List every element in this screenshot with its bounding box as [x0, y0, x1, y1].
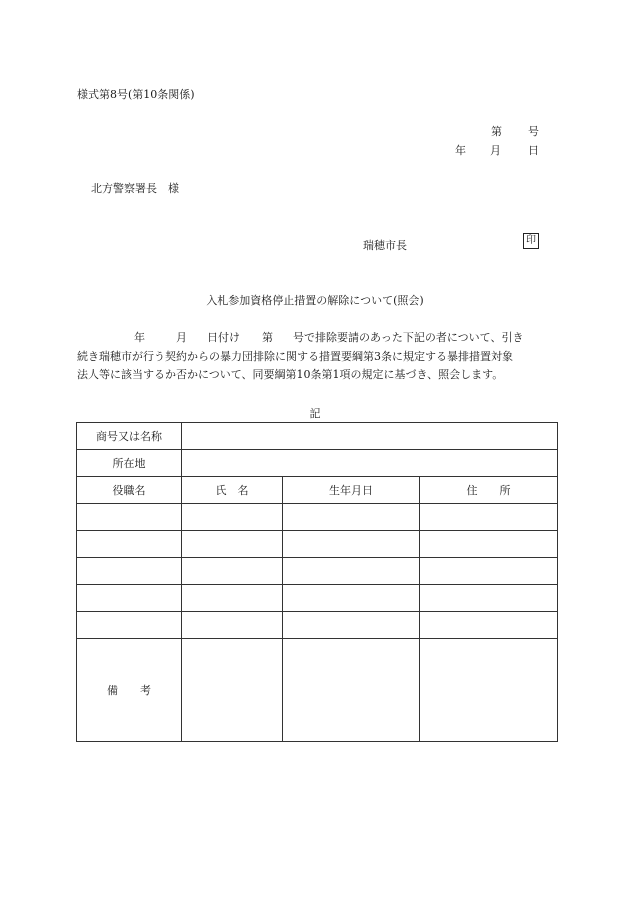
body-month: 月 — [176, 331, 187, 344]
form-number: 様式第8号(第10条関係) — [77, 88, 195, 101]
table-row — [77, 423, 558, 450]
date-day-label: 日 — [528, 144, 539, 157]
remarks-row — [77, 639, 558, 742]
birthdate-cell[interactable] — [283, 504, 420, 531]
remarks-label: 備 考 — [77, 639, 182, 742]
birthdate-cell[interactable] — [283, 531, 420, 558]
address-cell[interactable] — [420, 504, 558, 531]
address-cell[interactable] — [420, 585, 558, 612]
remarks-cell[interactable] — [420, 639, 558, 742]
remarks-cell[interactable] — [283, 639, 420, 742]
company-name-cell[interactable] — [182, 423, 558, 450]
name-cell[interactable] — [182, 504, 283, 531]
ki-heading: 記 — [309, 407, 321, 420]
position-cell[interactable] — [77, 504, 182, 531]
table-header-row — [77, 477, 558, 504]
location-cell[interactable] — [182, 450, 558, 477]
header-birthdate: 生年月日 — [283, 477, 420, 504]
document-number-suffix: 号 — [528, 125, 539, 138]
position-cell[interactable] — [77, 612, 182, 639]
recipient: 北方警察署長 様 — [91, 182, 179, 195]
address-cell[interactable] — [420, 531, 558, 558]
header-address: 住 所 — [420, 477, 558, 504]
name-cell[interactable] — [182, 585, 283, 612]
birthdate-cell[interactable] — [283, 558, 420, 585]
name-cell[interactable] — [182, 558, 283, 585]
body-line-1 — [77, 329, 550, 348]
header-name: 氏 名 — [182, 477, 283, 504]
date-year-label: 年 — [455, 144, 466, 157]
table-row — [77, 531, 558, 558]
remarks-cell[interactable] — [182, 639, 283, 742]
date-month-label: 月 — [490, 144, 501, 157]
company-name-label: 商号又は名称 — [77, 423, 182, 450]
body-year: 年 — [134, 331, 145, 344]
body-no-prefix: 第 — [262, 331, 273, 344]
document-number-prefix: 第 — [491, 125, 502, 138]
position-cell[interactable] — [77, 558, 182, 585]
address-cell[interactable] — [420, 612, 558, 639]
seal-icon: 印 — [523, 233, 539, 249]
position-cell[interactable] — [77, 531, 182, 558]
body-line-1-rest: 号で排除要請のあった下記の者について、引き — [293, 331, 524, 344]
body-line-2: 続き瑞穂市が行う契約からの暴力団排除に関する措置要綱第3条に規定する暴排措置対象 — [77, 349, 513, 363]
body-date-suffix: 日付け — [207, 331, 240, 344]
table-row — [77, 585, 558, 612]
table-row — [77, 504, 558, 531]
birthdate-cell[interactable] — [283, 612, 420, 639]
body-text — [77, 329, 550, 385]
location-label: 所在地 — [77, 450, 182, 477]
header-position: 役職名 — [77, 477, 182, 504]
birthdate-cell[interactable] — [283, 585, 420, 612]
name-cell[interactable] — [182, 612, 283, 639]
sender: 瑞穂市長 — [363, 239, 407, 252]
table-row — [77, 558, 558, 585]
position-cell[interactable] — [77, 585, 182, 612]
table-row — [77, 612, 558, 639]
document-title: 入札参加資格停止措置の解除について(照会) — [206, 294, 424, 307]
table-row — [77, 450, 558, 477]
body-line-3: 法人等に該当するか否かについて、同要綱第10条第1項の規定に基づき、照会します。 — [77, 368, 504, 381]
subject-table — [76, 422, 558, 742]
name-cell[interactable] — [182, 531, 283, 558]
address-cell[interactable] — [420, 558, 558, 585]
